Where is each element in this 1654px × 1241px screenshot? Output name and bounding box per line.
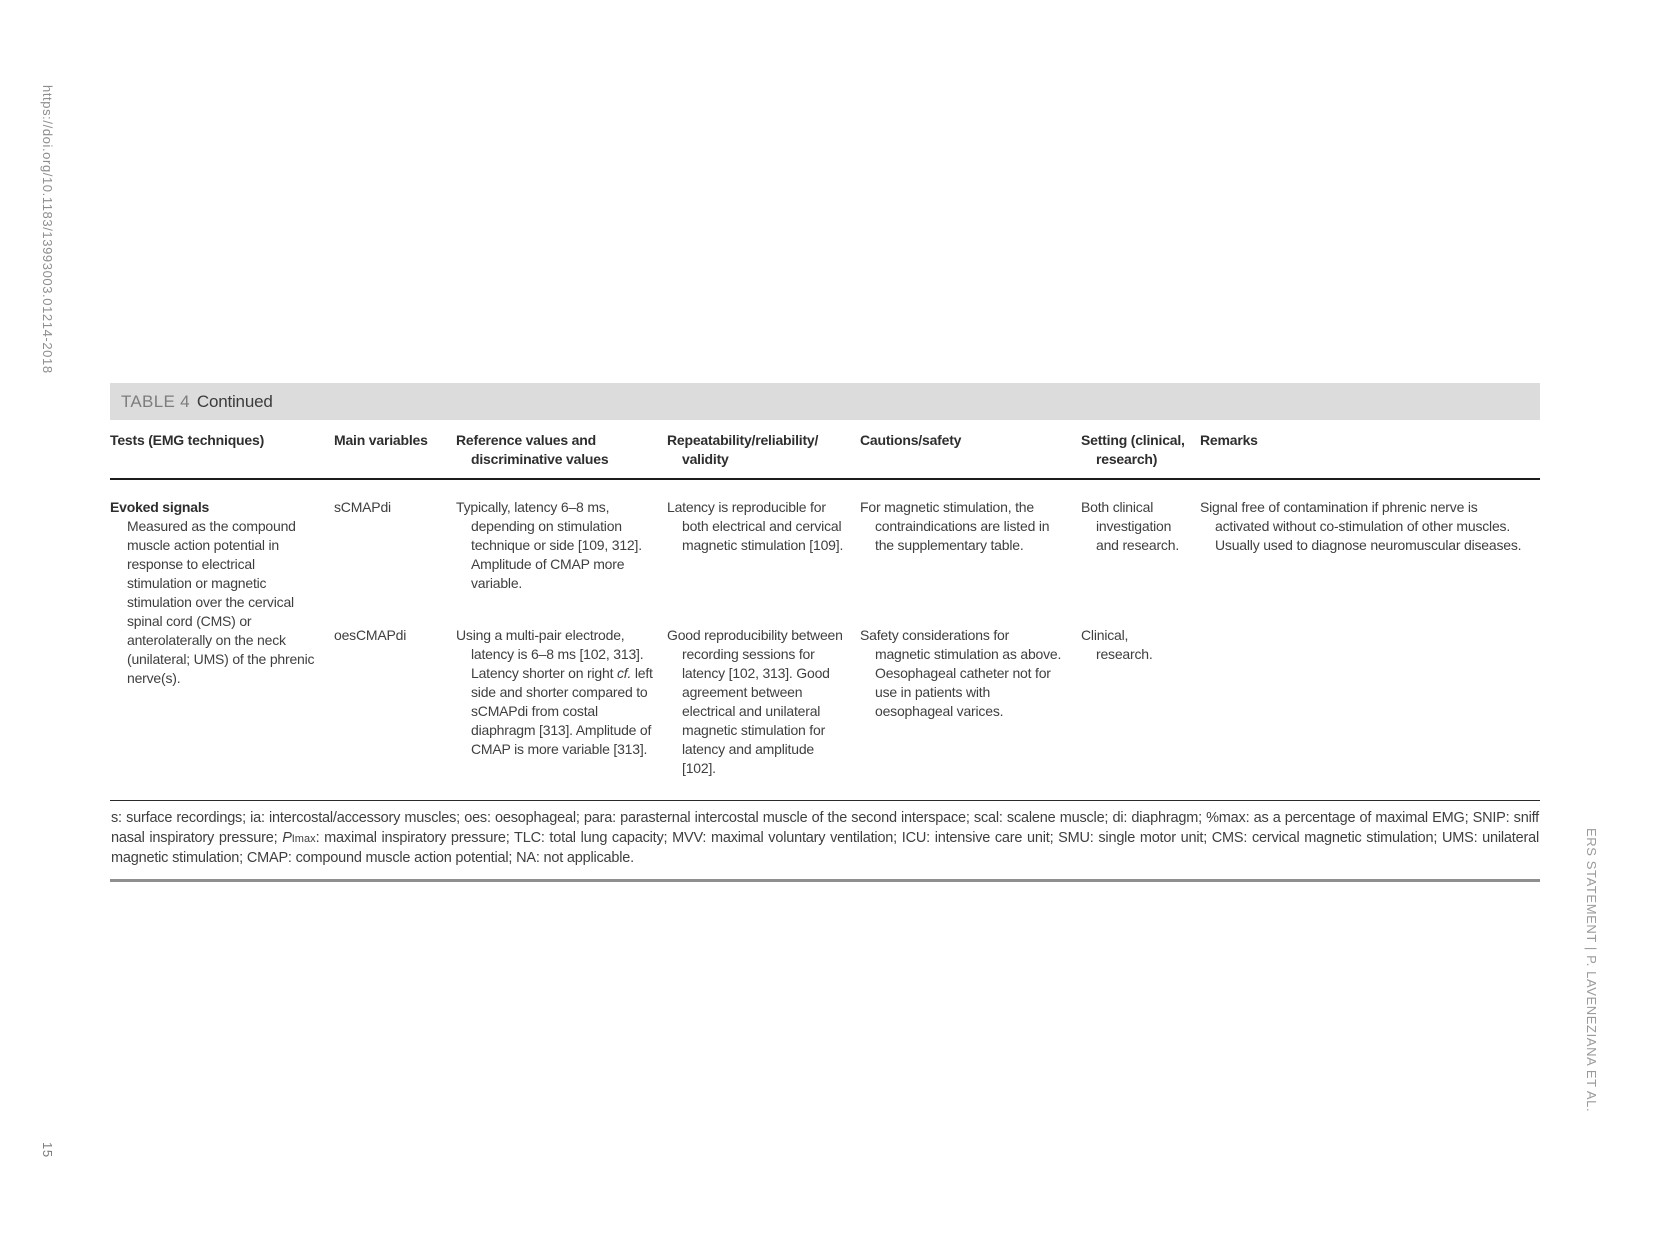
test-description: Measured as the compound muscle action potential in response to electrical stimulation or magnetic stimulation over the cervical spinal cord (CMS) or anterolaterally on the neck (unilateral; UMS) of the phrenic nerve(s). xyxy=(127,518,315,686)
cell-tests-evoked-signals xyxy=(110,498,334,688)
table-title-prefix: TABLE 4 xyxy=(121,391,190,411)
cell-cautions-oescmapdi: Safety considerations for magnetic stimulation as above. Oesophageal catheter not for use in patients with oesophageal varices. xyxy=(860,627,1062,719)
table-title-suffix: Continued xyxy=(196,391,273,411)
cell-reference-oescmapdi xyxy=(456,626,667,759)
cell-cautions-scmapdi: For magnetic stimulation, the contraindications are listed in the supplementary table. xyxy=(860,499,1050,553)
footnote-text-part2: : maximal inspiratory pressure; TLC: total lung capacity; MVV: maximal voluntary ventilation; ICU: intensive care unit; SMU: single motor unit; CMS: cervical magnetic stimulation; UMS: unilateral magnetic stimulation; CMAP: compound muscle action potential; NA: not applicable. xyxy=(111,829,1539,866)
cell-repeatability-oescmapdi: Good reproducibility between recording sessions for latency [102, 313]. Good agreement between electrical and unilateral magnetic stimulation for latency and amplitude [102]. xyxy=(667,627,843,776)
footnote-text-part1: s: surface recordings; ia: intercostal/accessory muscles; oes: oesophageal; para: parasternal intercostal muscle of the second interspace; scal: scalene muscle; di: diaphragm; %max: as a percentage of maximal EMG; SNIP: sniff nasal inspiratory pressure; xyxy=(111,810,1539,846)
reference-text-after: left side and shorter compared to sCMAPdi from costal diaphragm [313]. Amplitude of CMAP is more variable [313]. xyxy=(471,665,653,757)
table-body xyxy=(110,480,1540,801)
header-cautions-safety: Cautions/safety xyxy=(860,432,962,448)
journal-statement-sidebar: ERS STATEMENT | P. LAVENEZIANA ET AL. xyxy=(1584,828,1599,1113)
table-title-bar xyxy=(110,383,1540,420)
cell-remarks-scmapdi: Signal free of contamination if phrenic nerve is activated without co-stimulation of other muscles. Usually used to diagnose neuromuscular diseases. xyxy=(1200,499,1522,553)
doi-sidebar-text: https://doi.org/10.1183/13993003.01214-2018 xyxy=(40,85,55,374)
header-tests: Tests (EMG techniques) xyxy=(110,432,265,448)
header-remarks: Remarks xyxy=(1200,432,1258,448)
table-footnote xyxy=(110,801,1540,882)
page-number: 15 xyxy=(40,1142,55,1158)
cell-reference-scmapdi: Typically, latency 6–8 ms, depending on stimulation technique or side [109, 312]. Amplitude of CMAP more variable. xyxy=(456,499,642,591)
header-main-variables: Main variables xyxy=(334,432,428,448)
footnote-pimax-subscript: Imax xyxy=(291,832,316,845)
reference-text-italic-cf: cf. xyxy=(616,665,632,681)
cell-variable-oescmapdi: oesCMAPdi xyxy=(334,627,407,643)
table-4-continued xyxy=(110,383,1540,882)
cell-variable-scmapdi: sCMAPdi xyxy=(334,499,391,515)
header-repeatability: Repeatability/reliability/ validity xyxy=(667,432,819,467)
cell-repeatability-scmapdi: Latency is reproducible for both electrical and cervical magnetic stimulation [109]. xyxy=(667,499,844,553)
cell-setting-oescmapdi: Clinical, research. xyxy=(1081,627,1153,662)
table-header-row xyxy=(110,431,1540,480)
header-setting: Setting (clinical, research) xyxy=(1081,432,1185,467)
header-reference-values: Reference values and discriminative values xyxy=(456,432,609,467)
test-title: Evoked signals xyxy=(110,499,210,515)
cell-setting-scmapdi: Both clinical investigation and research. xyxy=(1081,499,1180,553)
reference-text-before: Using a multi-pair electrode, latency is 6–8 ms [102, 313]. Latency shorter on right xyxy=(456,627,644,681)
footnote-pimax-symbol: P xyxy=(282,829,292,846)
